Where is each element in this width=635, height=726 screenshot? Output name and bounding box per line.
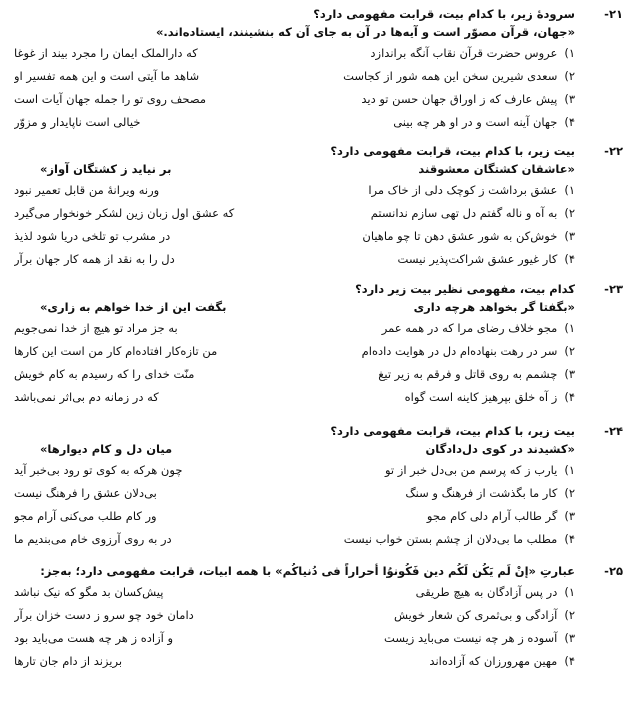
option-number: ۳) [564, 92, 575, 106]
question-header [14, 563, 625, 581]
option-left-hemistich: ورنه ویرانهٔ من قابل تعمیر نبود [14, 183, 160, 197]
option-number: ۲) [564, 69, 575, 83]
option-2[interactable] [14, 202, 575, 225]
option-1[interactable] [14, 459, 575, 482]
options-list [14, 42, 575, 134]
option-right-hemistich: گر طالب آرام دلی کام مجو [426, 509, 558, 523]
option-left-hemistich: خیالی است ناپایدار و مزوّر [14, 115, 141, 129]
option-2[interactable] [14, 482, 575, 505]
option-number: ۴) [564, 252, 575, 266]
options-list [14, 581, 575, 673]
quote-right-hemistich: «عاشقان کشتگان معشوقند [418, 162, 575, 176]
option-number: ۲) [564, 206, 575, 220]
options-list [14, 179, 575, 271]
option-left-hemistich: مصحف روی تو را جمله جهان آیات است [14, 92, 206, 106]
options-list [14, 317, 575, 409]
option-number: ۳) [564, 229, 575, 243]
option-right-hemistich: عروس حضرت قرآن نقاب آنگه براندازد [370, 46, 558, 60]
option-1[interactable] [14, 42, 575, 65]
option-left-hemistich: پیش‌کسان بد مگو که نیک نباشد [14, 585, 164, 599]
option-number: ۳) [564, 367, 575, 381]
question-23 [14, 281, 625, 409]
question-prompt: بیت زیر، با کدام بیت، قرابت مفهومی دارد؟ [330, 144, 575, 158]
option-right-hemistich: کار غیور عشق شراکت‌پذیر نیست [397, 252, 558, 266]
option-3[interactable] [14, 225, 575, 248]
option-left-hemistich: در مشرب تو تلخی دریا شود لذیذ [14, 229, 171, 243]
question-quote [14, 161, 575, 179]
option-right-hemistich: پیش عارف که ز اوراق جهان حسن تو دید [361, 92, 558, 106]
option-1[interactable] [14, 581, 575, 604]
option-right-hemistich: مجو خلاف رضای مرا که در همه عمر [381, 321, 558, 335]
option-number: ۱) [564, 321, 575, 335]
option-right-hemistich: سعدی شیرین سخن این همه شور از کجاست [343, 69, 558, 83]
option-number: ۲) [564, 344, 575, 358]
option-left-hemistich: به جز مراد تو هیچ از خدا نمی‌جویم [14, 321, 178, 335]
option-right-hemistich: سر در رهت بنهاده‌ام دل در هوایت داده‌ام [361, 344, 558, 358]
option-right-hemistich: چشمم به روی قاتل و فرقم به زیر تیغ [378, 367, 558, 381]
option-right-hemistich: مهین مهرورزان که آزاده‌اند [429, 654, 558, 668]
quote-left-hemistich: میان دل و کام دیوارها» [40, 442, 173, 456]
question-21 [14, 6, 625, 134]
option-right-hemistich: به آه و ناله گفتم دل تهی سازم ندانستم [370, 206, 558, 220]
question-quote [14, 299, 575, 317]
question-header [14, 281, 625, 299]
option-number: ۱) [564, 585, 575, 599]
option-left-hemistich: دل را به نقد از همه کار جهان برآر [14, 252, 175, 266]
option-2[interactable] [14, 340, 575, 363]
option-right-hemistich: آزادگی و بی‌ثمری کن شعار خویش [394, 608, 558, 622]
question-number: ۲۲- [604, 144, 623, 158]
option-4[interactable] [14, 111, 575, 134]
quote-right-hemistich: «بگفتا گر بخواهد هرچه داری [413, 300, 575, 314]
option-4[interactable] [14, 386, 575, 409]
question-prompt: سرودهٔ زیر، با کدام بیت، قرابت مفهومی دارد؟ [313, 7, 575, 21]
option-left-hemistich: منّت خدای را که رسیدم به کام خویش [14, 367, 195, 381]
question-header [14, 423, 625, 441]
option-3[interactable] [14, 505, 575, 528]
question-quote [14, 441, 575, 459]
option-left-hemistich: در به روی آرزوی خام می‌بندیم ما [14, 532, 172, 546]
option-1[interactable] [14, 317, 575, 340]
option-right-hemistich: خوش‌کن به شور عشق دهن تا چو ماهیان [362, 229, 558, 243]
option-3[interactable] [14, 627, 575, 650]
option-3[interactable] [14, 363, 575, 386]
question-prompt: بیت زیر، با کدام بیت، قرابت مفهومی دارد؟ [330, 424, 575, 438]
option-right-hemistich: ز آه خلق بپرهیز کاینه است گواه [404, 390, 558, 404]
option-right-hemistich: یارب ز که پرسم من بی‌دل خبر از تو [384, 463, 558, 477]
option-4[interactable] [14, 528, 575, 551]
question-header [14, 143, 625, 161]
option-left-hemistich: بی‌دلان عشق را فرهنگ نیست [14, 486, 157, 500]
option-4[interactable] [14, 248, 575, 271]
question-number: ۲۳- [604, 282, 623, 296]
question-header [14, 6, 625, 24]
option-number: ۴) [564, 115, 575, 129]
question-number: ۲۱- [604, 7, 623, 21]
question-22 [14, 143, 625, 271]
option-right-hemistich: کار ما بگذشت از فرهنگ و سنگ [405, 486, 558, 500]
option-left-hemistich: چون هرکه به کوی تو رود بی‌خبر آید [14, 463, 183, 477]
option-left-hemistich: شاهد ما آیتی است و این همه تفسیر او [14, 69, 200, 83]
option-right-hemistich: در پس آزادگان به هیچ طریقی [415, 585, 558, 599]
option-right-hemistich: مطلب ما بی‌دلان از چشم بستن خواب نیست [343, 532, 558, 546]
option-left-hemistich: و آزاده ز هر چه هست می‌باید بود [14, 631, 174, 645]
option-2[interactable] [14, 604, 575, 627]
quote-left-hemistich: بر نیاید ز کشتگان آواز» [40, 162, 172, 176]
option-left-hemistich: ور کام طلب می‌کنی آرام مجو [14, 509, 157, 523]
option-right-hemistich: آسوده ز هر چه نیست می‌باید زیست [384, 631, 558, 645]
question-prompt: کدام بیت، مفهومی نظیر بیت زیر دارد؟ [355, 282, 575, 296]
question-25 [14, 563, 625, 673]
option-right-hemistich: عشق برداشت ز کوچک دلی از خاک مرا [368, 183, 558, 197]
option-number: ۱) [564, 46, 575, 60]
option-number: ۴) [564, 654, 575, 668]
option-number: ۴) [564, 532, 575, 546]
question-number: ۲۵- [604, 564, 623, 578]
option-3[interactable] [14, 88, 575, 111]
quote-left-hemistich: بگفت این از خدا خواهم به زاری» [40, 300, 227, 314]
option-4[interactable] [14, 650, 575, 673]
question-quote: «جهان، قرآن مصوّر است و آیه‌ها در آن به جای آن که بنشینند، ایستاده‌اند.» [156, 25, 575, 39]
question-number: ۲۴- [604, 424, 623, 438]
quote-right-hemistich: «کشیدند در کوی دل‌دادگان [425, 442, 575, 456]
option-number: ۲) [564, 486, 575, 500]
option-left-hemistich: که دارالملک ایمان را مجرد بیند از غوغا [14, 46, 198, 60]
options-list [14, 459, 575, 551]
question-24 [14, 423, 625, 551]
option-number: ۲) [564, 608, 575, 622]
option-2[interactable] [14, 65, 575, 88]
option-left-hemistich: من تازه‌کار افتاده‌ام کار من است این کارها [14, 344, 218, 358]
option-number: ۳) [564, 509, 575, 523]
option-number: ۴) [564, 390, 575, 404]
option-number: ۱) [564, 183, 575, 197]
option-right-hemistich: جهان آینه است و در او هر چه بینی [393, 115, 558, 129]
question-prompt: عبارتِ «إنْ لَم یَکُن لَکُم دین فَکُونوُا أحراراً فی دُنیاکُم» با همه ابیات، قرابت مفهومی دارد؛ به‌جز: [40, 564, 575, 578]
option-left-hemistich: دامان خود چو سرو ز دست خزان برآر [14, 608, 194, 622]
option-left-hemistich: که در زمانه دم بی‌اثر نمی‌باشد [14, 390, 159, 404]
option-number: ۳) [564, 631, 575, 645]
option-left-hemistich: که عشق اول زبان زین لشکر خونخوار می‌گیرد [14, 206, 235, 220]
option-left-hemistich: بریزند از دام جان تارها [14, 654, 123, 668]
option-1[interactable] [14, 179, 575, 202]
option-number: ۱) [564, 463, 575, 477]
